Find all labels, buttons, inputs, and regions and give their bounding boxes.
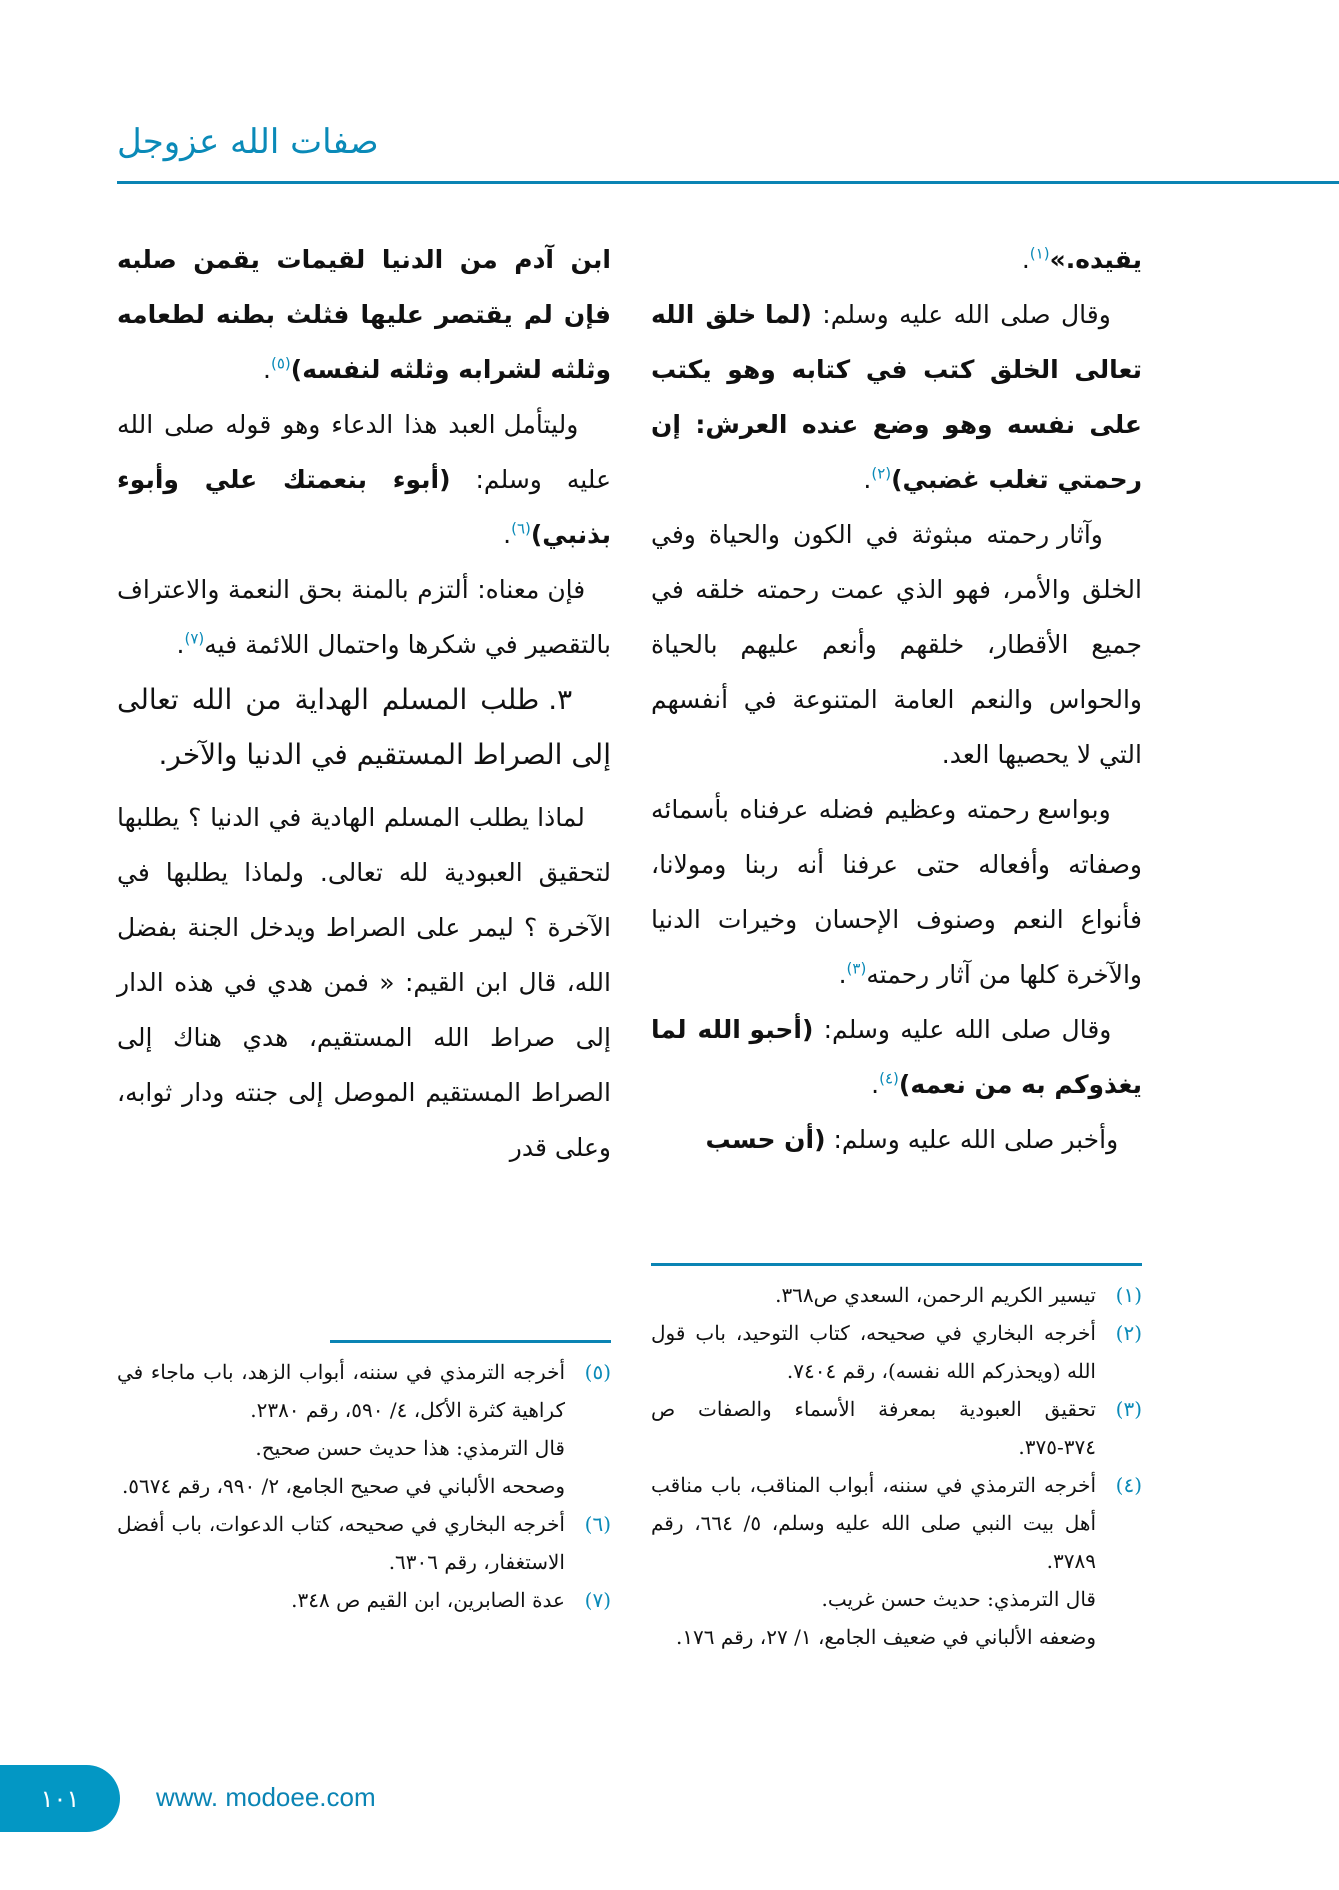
paragraph [651,782,1142,1002]
section-heading [117,672,611,782]
paragraph [651,1002,1142,1112]
text: . [838,960,847,989]
footnote-number: (٧) [584,1588,611,1612]
paragraph [117,562,611,672]
text: فإن معناه: ألتزم بالمنة بحق النعمة والاعتراف بالتقصير في شكرها واحتمال اللائمة فيه [117,575,611,659]
text: . [871,1070,880,1099]
hadith-quote: ابن آدم من الدنيا لقيمات يقمن صلبه فإن لم يقتصر عليها فثلث بطنه لطعامه وثلثه لشرابه وثلثه لنفسه) [117,245,611,384]
footnote-separator [651,1263,1142,1266]
paragraph [117,232,611,397]
footnote-text: أخرجه البخاري في صحيحه، كتاب التوحيد، باب قول الله (ويحذركم الله نفسه)، رقم ٧٤٠٤. [651,1321,1096,1383]
footnote [651,1314,1142,1390]
footnote-number: (٣) [1115,1397,1142,1421]
footnote [651,1390,1142,1466]
footnote-text: أخرجه البخاري في صحيحه، كتاب الدعوات، باب أفضل الاستغفار، رقم ٦٣٠٦. [117,1512,565,1574]
footnote-text: وضعفه الألباني في ضعيف الجامع، ١/ ٢٧، رقم ١٧٦. [675,1625,1096,1649]
paragraph [651,232,1142,287]
paragraph [651,1112,1142,1167]
footnotes-left [117,1353,611,1619]
text: . [1021,245,1030,274]
page-number-badge [0,1765,120,1832]
footnote [651,1466,1142,1580]
footnote-number: (٥) [584,1360,611,1384]
right-text-column [651,232,1142,1167]
footnote-ref[interactable]: (٦) [511,519,531,538]
footnote-separator [330,1340,611,1343]
footnote-ref[interactable]: (٣) [846,959,867,978]
hadith-quote: (أبوء بنعمتك علي وأبوء بذنبي) [117,465,611,549]
left-text-column [117,232,611,1175]
text: وليتأمل العبد هذا الدعاء وهو قوله صلى الله عليه وسلم: [117,410,611,494]
paragraph [117,790,611,1175]
text: . [863,465,872,494]
footnote-ref[interactable]: (٧) [184,629,205,648]
footnote-text: عدة الصابرين، ابن القيم ص ٣٤٨. [291,1588,565,1612]
text: وقال صلى الله عليه وسلم: [813,1015,1112,1044]
header-rule [117,181,1339,184]
website-link[interactable]: www. modoee.com [156,1782,376,1812]
footnote-ref[interactable]: (٢) [871,464,892,483]
text: يقيده.» [1049,245,1142,274]
footnote-number: (٤) [1115,1473,1142,1497]
paragraph [651,287,1142,507]
text: لماذا يطلب المسلم الهادية في الدنيا ؟ يطلبها لتحقيق العبودية لله تعالى. ولماذا يطلبها في الآخرة ؟ ليمر على الصراط ويدخل الجنة بفضل الله، قال ابن القيم: « فمن هدي في هذه الدار إلى صراط الله المستقيم، هدي هناك إلى الصراط المستقيم الموصل إلى جنته ودار ثوابه، وعلى قدر [117,803,611,1162]
text: . [263,355,271,384]
text: وآثار رحمته مبثوثة في الكون والحياة وفي الخلق والأمر، فهو الذي عمت رحمته خلقه في جميع الأقطار، خلقهم وأنعم عليهم بالحياة والحواس والنعم العامة المتنوعة في أنفسهم التي لا يحصيها العد. [651,520,1142,769]
footnote-number: (٦) [584,1512,611,1536]
footnote-text: وصححه الألباني في صحيح الجامع، ٢/ ٩٩٠، رقم ٥٦٧٤. [121,1474,565,1498]
hadith-quote: (أن حسب [705,1125,826,1154]
footnote [651,1276,1142,1314]
footnote-text: أخرجه الترمذي في سننه، أبواب الزهد، باب ماجاء في كراهية كثرة الأكل، ٤/ ٥٩٠، رقم ٢٣٨٠. [117,1360,565,1422]
text: . [176,630,185,659]
text: ٣. طلب المسلم الهداية من الله تعالى إلى الصراط المستقيم في الدنيا والآخر. [117,683,611,771]
footnote-number: (١) [1115,1283,1142,1307]
footnote [117,1505,611,1581]
footnote-text: تيسير الكريم الرحمن، السعدي ص٣٦٨. [775,1283,1096,1307]
text: وقال صلى الله عليه وسلم: [811,300,1111,329]
footnotes-right [651,1276,1142,1656]
footnote-text: أخرجه الترمذي في سننه، أبواب المناقب، باب مناقب أهل بيت النبي صلى الله عليه وسلم، ٥/ ٦٦٤، رقم ٣٧٨٩. [651,1473,1097,1573]
footnote-ref[interactable]: (٥) [271,354,291,373]
footnote-text: قال الترمذي: هذا حديث حسن صحيح. [255,1436,565,1460]
paragraph [117,397,611,562]
footnote-text: قال الترمذي: حديث حسن غريب. [821,1587,1096,1611]
running-header-title: صفات الله عزوجل [117,122,379,162]
hadith-quote: (لما خلق الله تعالى الخلق كتب في كتابه وهو يكتب على نفسه وهو وضع عنده العرش: إن رحمتي تغلب غضبي) [651,300,1142,494]
text: وبواسع رحمته وعظيم فضله عرفناه بأسمائه وصفاته وأفعاله حتى عرفنا أنه ربنا ومولانا، فأنواع النعم وصنوف الإحسان وخيرات الدنيا والآخرة كلها من آثار رحمته [651,795,1142,989]
text: . [503,520,512,549]
footnote-text: تحقيق العبودية بمعرفة الأسماء والصفات ص ٣٧٤-٣٧٥. [651,1397,1096,1459]
footnote-number: (٢) [1115,1321,1142,1345]
footnote [117,1581,611,1619]
footnote-ref[interactable]: (٤) [879,1069,899,1088]
paragraph [651,507,1142,782]
footnote [117,1353,611,1429]
hadith-quote: (أحبو الله لما يغذوكم به من نعمه) [651,1015,1142,1099]
page-number: ١٠١ [40,1784,80,1813]
text: وأخبر صلى الله عليه وسلم: [825,1125,1119,1154]
footnote-ref[interactable]: (١) [1029,244,1050,263]
